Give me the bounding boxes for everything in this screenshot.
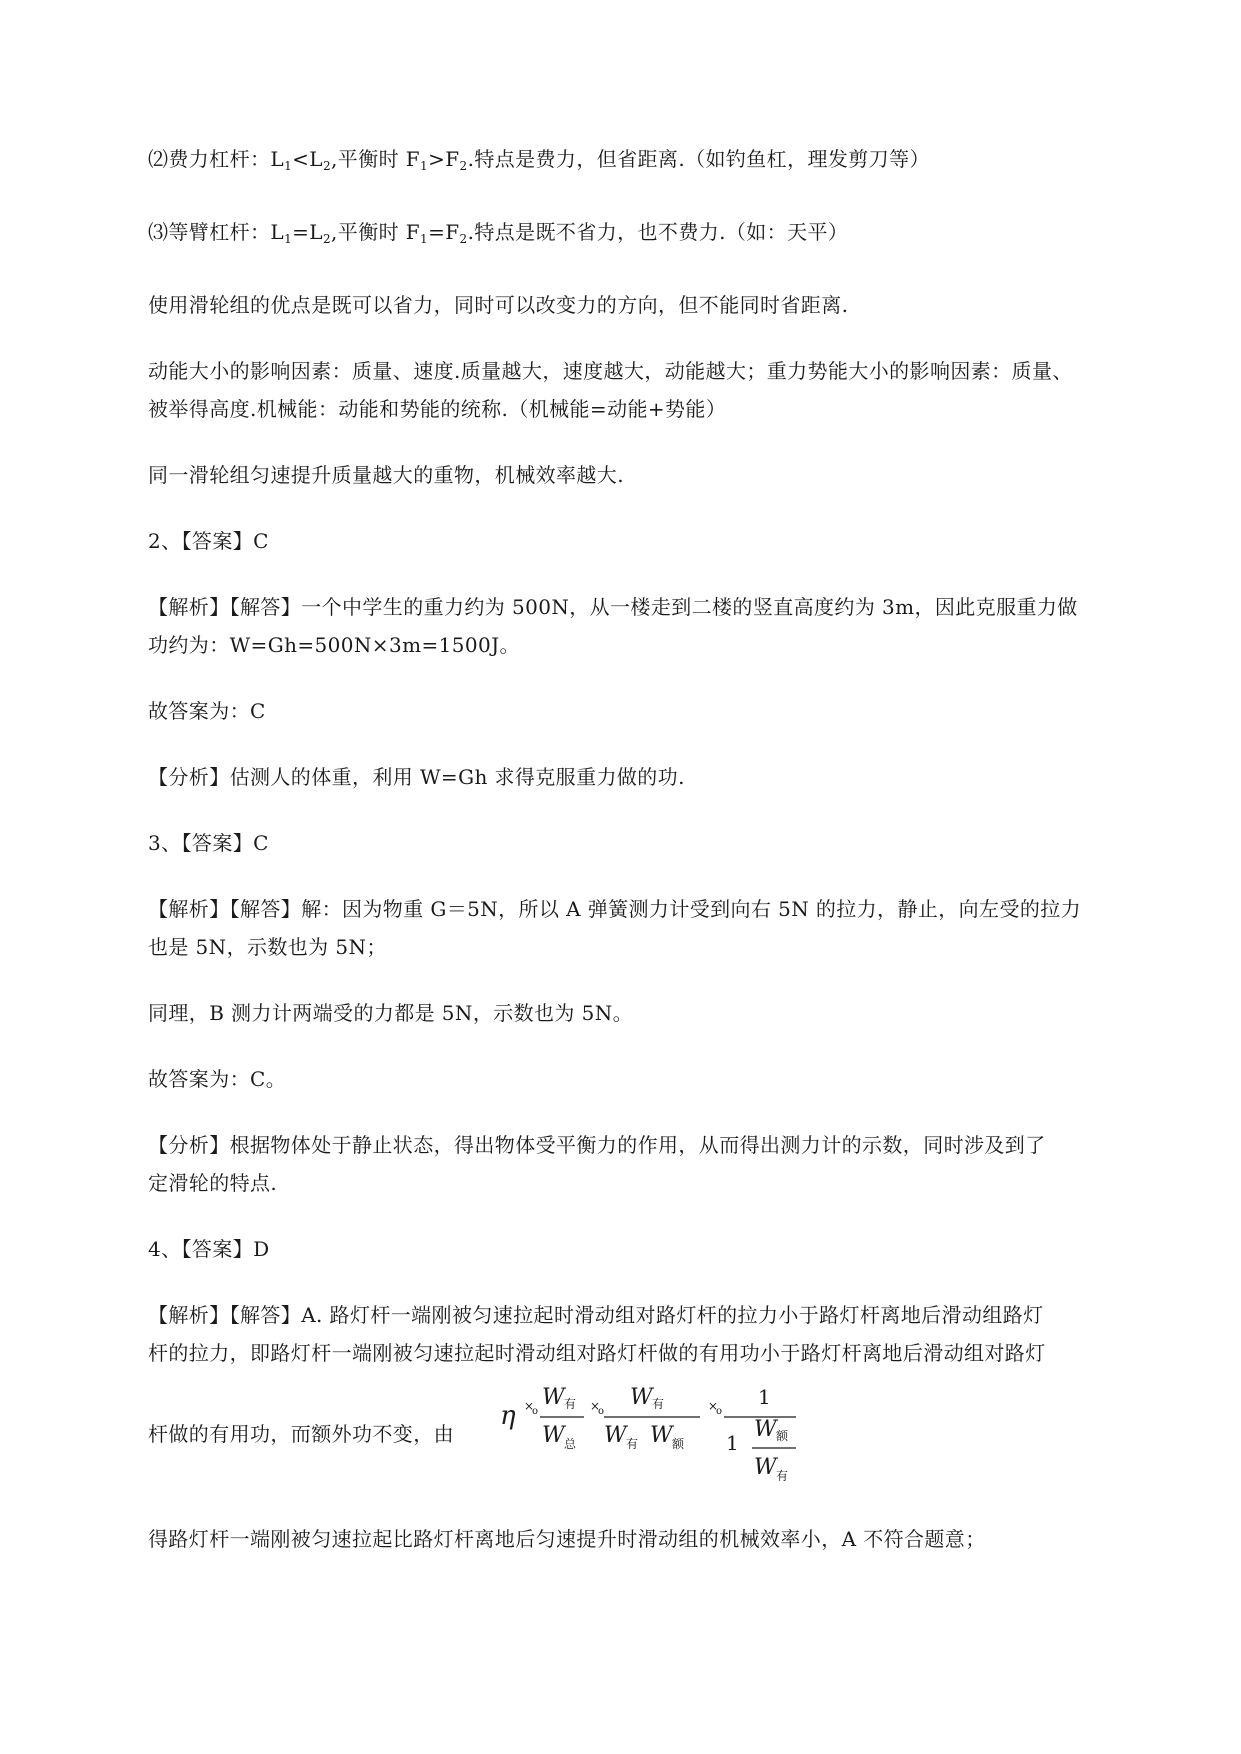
subscript: 2: [459, 159, 468, 173]
text: <L: [292, 147, 323, 171]
q4-formula-line: [148, 1372, 1148, 1492]
efficiency-formula: [500, 1372, 960, 1492]
q2-conclusion: 故答案为：C: [148, 699, 266, 723]
formula-w-6: W: [754, 1417, 777, 1442]
text: ,平衡时 F: [331, 147, 421, 171]
subscript: 2: [322, 159, 332, 173]
subscript: 1: [284, 159, 293, 173]
q4-final: 得路灯杆一端刚被匀速拉起比路灯杆离地后匀速提升时滑动组的机械效率小，A 不符合题意；: [148, 1527, 986, 1551]
formula-w-5: W: [650, 1423, 673, 1448]
efficiency-note: 同一滑轮组匀速提升质量越大的重物，机械效率越大.: [148, 463, 624, 487]
subscript: 1: [284, 232, 293, 246]
q2-answer: 2、【答案】C: [148, 529, 269, 553]
formula-w-3: W: [630, 1385, 653, 1410]
pulley-advantage: 使用滑轮组的优点是既可以省力，同时可以改变力的方向，但不能同时省距离.: [148, 293, 849, 317]
q3-analysis-line-1: 【解析】【解答】解：因为物重 G＝5N，所以 A 弹簧测力计受到向右 5N 的拉力，静止，向左受的拉力: [148, 897, 1082, 921]
subscript: 2: [459, 232, 468, 246]
text: .特点是费力，但省距离.（如钓鱼杠，理发剪刀等）: [467, 147, 930, 171]
text: ⑵费力杠杆：L: [148, 147, 285, 171]
formula-eq-2-dot: o: [598, 1406, 605, 1417]
q2-analysis: [148, 588, 1148, 664]
formula-w-7: W: [754, 1455, 777, 1480]
text: .特点是既不省力，也不费力.（如：天平）: [467, 220, 849, 244]
lever-type-2: [148, 140, 1148, 185]
q3-answer: 3、【答案】C: [148, 831, 269, 855]
formula-zong: 总: [564, 1437, 577, 1451]
efficiency-formula-svg: [500, 1372, 960, 1492]
formula-w-2: W: [542, 1423, 565, 1448]
formula-w-4: W: [604, 1423, 627, 1448]
q4-analysis: [148, 1296, 1148, 1372]
q3-fenxi-line-1: 【分析】根据物体处于静止状态，得出物体受平衡力的作用，从而得出测力计的示数，同时涉及到了: [148, 1133, 1046, 1157]
subscript: 2: [322, 232, 332, 246]
q3-same: 同理，B 测力计两端受的力都是 5N，示数也为 5N。: [148, 1001, 634, 1025]
text: =L: [292, 220, 323, 244]
subscript: 1: [420, 159, 429, 173]
q3-analysis: [148, 890, 1148, 966]
energy-line-2: 被举得高度.机械能：动能和势能的统称.（机械能=动能+势能）: [148, 397, 727, 421]
formula-you-4: 有: [776, 1469, 789, 1483]
q2-analysis-line-2: 功约为：W=Gh=500N×3m=1500J。: [148, 633, 520, 657]
formula-w-1: W: [542, 1385, 565, 1410]
document-page: [148, 140, 1148, 1586]
formula-e-2: 额: [776, 1429, 789, 1443]
q3-fenxi: [148, 1126, 1148, 1202]
formula-one-1: 1: [758, 1385, 771, 1409]
formula-you-1: 有: [564, 1397, 577, 1411]
q4-analysis-line-1: 【解析】【解答】A. 路灯杆一端刚被匀速拉起时滑动组对路灯杆的拉力小于路灯杆离地后滑动组路灯: [148, 1303, 1044, 1327]
text: ,平衡时 F: [331, 220, 421, 244]
q3-analysis-line-2: 也是 5N，示数也为 5N；: [148, 935, 387, 959]
formula-you-2: 有: [652, 1397, 665, 1411]
formula-you-3: 有: [626, 1437, 639, 1451]
q4-answer: 4、【答案】D: [148, 1237, 270, 1261]
q2-analysis-line-1: 【解析】【解答】一个中学生的重力约为 500N，从一楼走到二楼的竖直高度约为 3m，因此克服重力做: [148, 595, 1078, 619]
q3-conclusion: 故答案为：C。: [148, 1067, 287, 1091]
formula-eq-2: ×: [590, 1399, 601, 1413]
formula-eq-3-dot: o: [716, 1406, 723, 1417]
formula-eq-1: ×: [524, 1399, 535, 1413]
formula-e-1: 额: [672, 1437, 685, 1451]
text: =F: [428, 220, 460, 244]
text: ⑶等臂杠杆：L: [148, 220, 285, 244]
energy-line-1: 动能大小的影响因素：质量、速度.质量越大，速度越大，动能越大；重力势能大小的影响因素：质量、: [148, 359, 1073, 383]
q2-fenxi: 【分析】估测人的体重，利用 W=Gh 求得克服重力做的功.: [148, 765, 685, 789]
subscript: 1: [420, 232, 429, 246]
formula-eq-3: ×: [708, 1399, 719, 1413]
q4-analysis-line-2: 杆的拉力，即路灯杆一端刚被匀速拉起时滑动组对路灯杆做的有用功小于路灯杆离地后滑动组对路灯: [148, 1341, 1046, 1365]
energy-paragraph: [148, 352, 1148, 428]
formula-eq-1-dot: o: [532, 1406, 539, 1417]
formula-lead-text: 杆做的有用功，而额外功不变，由: [148, 1422, 454, 1446]
formula-one-2: 1: [726, 1431, 739, 1455]
text: >F: [428, 147, 460, 171]
lever-type-3: [148, 213, 1148, 258]
formula-eta: η: [500, 1401, 516, 1431]
q3-fenxi-line-2: 定滑轮的特点.: [148, 1171, 278, 1195]
